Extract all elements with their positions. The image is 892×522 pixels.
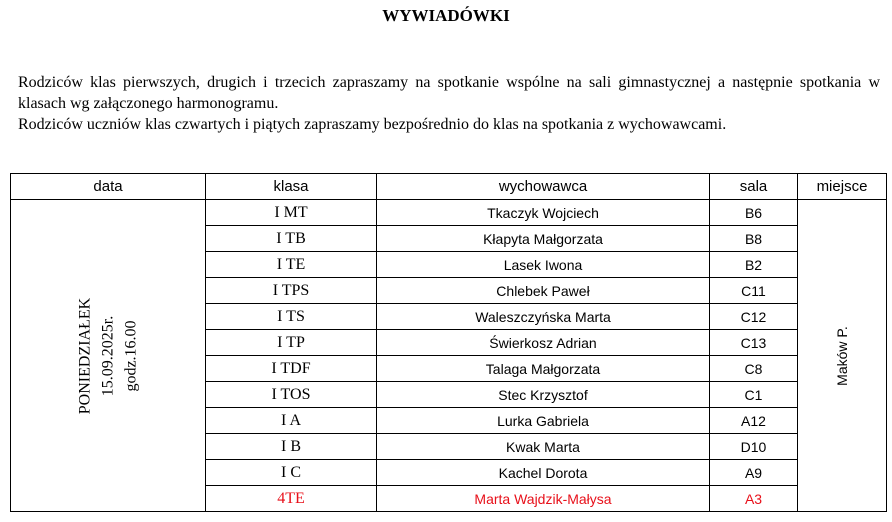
page-title: WYWIADÓWKI (382, 6, 510, 25)
cell-klasa: I A (206, 408, 377, 434)
cell-wychowawca: Stec Krzysztof (377, 382, 710, 408)
cell-klasa: I TS (206, 304, 377, 330)
miejsce-value: Maków P. (834, 325, 850, 386)
cell-sala: D10 (710, 434, 798, 460)
meeting-date: 15.09.2025r. (99, 315, 117, 396)
cell-klasa: I TB (206, 226, 377, 252)
cell-wychowawca: Kwak Marta (377, 434, 710, 460)
cell-sala: B8 (710, 226, 798, 252)
header-data: data (11, 174, 206, 200)
cell-klasa: I TOS (206, 382, 377, 408)
miejsce-cell (798, 200, 887, 512)
cell-wychowawca: Marta Wajdzik-Małysa (377, 486, 710, 512)
schedule-table (10, 173, 887, 512)
cell-wychowawca: Lurka Gabriela (377, 408, 710, 434)
cell-klasa: I MT (206, 200, 377, 226)
cell-wychowawca: Tkaczyk Wojciech (377, 200, 710, 226)
cell-wychowawca: Kłapyta Małgorzata (377, 226, 710, 252)
header-wychowawca: wychowawca (377, 174, 710, 200)
table-header-row (11, 174, 887, 200)
cell-sala: C11 (710, 278, 798, 304)
date-cell (11, 200, 206, 512)
cell-sala: B6 (710, 200, 798, 226)
cell-wychowawca: Lasek Iwona (377, 252, 710, 278)
meeting-day: PONIEDZIAŁEK (76, 297, 94, 414)
table-row (11, 200, 887, 226)
cell-sala: B2 (710, 252, 798, 278)
cell-klasa: 4TE (206, 486, 377, 512)
cell-sala: C1 (710, 382, 798, 408)
cell-sala: C13 (710, 330, 798, 356)
header-miejsce: miejsce (798, 174, 887, 200)
cell-wychowawca: Waleszczyńska Marta (377, 304, 710, 330)
intro-paragraph-1: Rodziców klas pierwszych, drugich i trzecich zapraszamy na spotkanie wspólne na sali gimnastycznej a następnie spotkania w klasach wg załączonego harmonogramu. (18, 74, 880, 112)
cell-wychowawca: Świerkosz Adrian (377, 330, 710, 356)
cell-klasa: I TE (206, 252, 377, 278)
cell-sala: C8 (710, 356, 798, 382)
cell-wychowawca: Chlebek Paweł (377, 278, 710, 304)
cell-klasa: I TP (206, 330, 377, 356)
cell-klasa: I TPS (206, 278, 377, 304)
cell-wychowawca: Talaga Małgorzata (377, 356, 710, 382)
intro-paragraph-2: Rodziców uczniów klas czwartych i piątych zapraszamy bezpośrednio do klas na spotkania z wychowawcami. (18, 116, 727, 133)
intro-text (18, 72, 880, 135)
cell-sala: C12 (710, 304, 798, 330)
date-block (74, 297, 143, 413)
cell-klasa: I TDF (206, 356, 377, 382)
cell-klasa: I B (206, 434, 377, 460)
cell-sala: A9 (710, 460, 798, 486)
meeting-time: godz.16.00 (122, 319, 140, 392)
cell-klasa: I C (206, 460, 377, 486)
header-klasa: klasa (206, 174, 377, 200)
cell-sala: A12 (710, 408, 798, 434)
header-sala: sala (710, 174, 798, 200)
cell-sala: A3 (710, 486, 798, 512)
cell-wychowawca: Kachel Dorota (377, 460, 710, 486)
